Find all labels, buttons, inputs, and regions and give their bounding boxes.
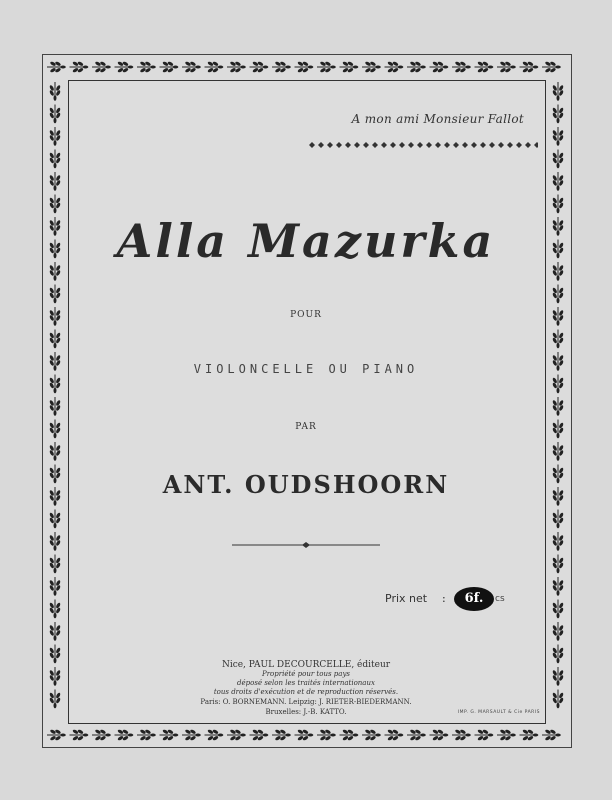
leaf-sprig-icon — [497, 61, 516, 73]
price-suffix: cs — [495, 594, 505, 604]
leaf-sprig-icon — [160, 61, 179, 73]
publisher-block — [0, 660, 612, 717]
leaf-sprig-icon — [49, 105, 61, 124]
publisher-rights-3: tous droits d'exécution et de reproduction réservés. — [213, 688, 399, 696]
leaf-sprig-icon — [49, 600, 61, 619]
leaf-sprig-icon — [552, 285, 564, 304]
pour-label: POUR — [290, 310, 322, 320]
leaf-sprig-icon — [92, 61, 111, 73]
leaf-sprig-icon — [385, 61, 404, 73]
leaf-sprig-icon — [49, 622, 61, 641]
leaf-sprig-icon — [47, 729, 66, 741]
leaf-sprig-icon — [552, 150, 564, 169]
leaf-sprig-icon — [49, 510, 61, 529]
par-label: PAR — [295, 422, 317, 432]
composer-name: ANT. OUDSHOORN — [162, 470, 450, 499]
leaf-sprig-icon — [552, 82, 564, 101]
leaf-sprig-icon — [552, 577, 564, 596]
instruments-label: VIOLONCELLE OU PIANO — [193, 362, 419, 376]
leaf-sprig-icon — [552, 375, 564, 394]
publisher-agents-2: Bruxelles: J.-B. KATTO. — [265, 708, 347, 716]
leaf-sprig-icon — [452, 61, 471, 73]
leaf-sprig-icon — [49, 330, 61, 349]
leaf-sprig-icon — [205, 61, 224, 73]
publisher-rights-1: Propriété pour tous pays — [262, 670, 350, 678]
printer-credit: IMP. G. MARSAULT & Cie PARIS — [457, 710, 540, 715]
leaf-sprig-icon — [430, 61, 449, 73]
leaf-sprig-icon — [49, 532, 61, 551]
leaf-sprig-icon — [49, 150, 61, 169]
leaf-sprig-icon — [552, 510, 564, 529]
leaf-sprig-icon — [49, 555, 61, 574]
leaf-sprig-icon — [542, 729, 561, 741]
leaf-sprig-icon — [47, 61, 66, 73]
leaf-sprig-icon — [49, 127, 61, 146]
leaf-sprig-icon — [70, 729, 89, 741]
leaf-sprig-icon — [475, 61, 494, 73]
leaf-sprig-icon — [340, 61, 359, 73]
leaf-sprig-icon — [552, 172, 564, 191]
leaf-sprig-icon — [520, 61, 539, 73]
leaf-sprig-icon — [362, 61, 381, 73]
leaf-sprig-icon — [552, 127, 564, 146]
leaf-sprig-icon — [475, 729, 494, 741]
leaf-sprig-icon — [115, 61, 134, 73]
price-label: Prix net — [385, 592, 428, 605]
price-colon: : — [442, 592, 446, 605]
ornament-rule-icon — [306, 140, 538, 150]
leaf-sprig-icon — [520, 729, 539, 741]
leaf-sprig-icon — [92, 729, 111, 741]
leaf-sprig-icon — [182, 61, 201, 73]
leaf-sprig-icon — [552, 622, 564, 641]
leaf-sprig-icon — [70, 61, 89, 73]
leaf-sprig-icon — [137, 61, 156, 73]
leaf-sprig-icon — [49, 195, 61, 214]
leaf-sprig-icon — [205, 729, 224, 741]
leaf-sprig-icon — [272, 61, 291, 73]
leaf-sprig-icon — [497, 729, 516, 741]
leaf-sprig-icon — [295, 729, 314, 741]
leaf-sprig-icon — [552, 330, 564, 349]
leaf-sprig-icon — [49, 82, 61, 101]
leaf-sprig-icon — [49, 172, 61, 191]
leaf-sprig-icon — [552, 397, 564, 416]
leaf-sprig-icon — [552, 600, 564, 619]
leaf-sprig-icon — [430, 729, 449, 741]
center-divider-icon — [230, 540, 382, 550]
leaf-sprig-icon — [227, 729, 246, 741]
leaf-sprig-icon — [552, 105, 564, 124]
page-title: Alla Mazurka — [116, 214, 496, 268]
leaf-sprig-icon — [385, 729, 404, 741]
dedication: A mon ami Monsieur Fallot — [351, 112, 524, 126]
leaf-sprig-icon — [552, 555, 564, 574]
leaf-sprig-icon — [250, 61, 269, 73]
leaf-sprig-icon — [227, 61, 246, 73]
publisher-agents-1: Paris: O. BORNEMANN. Leipzig: J. RIETER-BIEDERMANN. — [200, 698, 412, 706]
leaf-sprig-icon — [317, 61, 336, 73]
leaf-sprig-icon — [362, 729, 381, 741]
leaf-sprig-icon — [407, 729, 426, 741]
leaf-sprig-icon — [542, 61, 561, 73]
leaf-sprig-icon — [552, 195, 564, 214]
leaf-sprig-icon — [552, 442, 564, 461]
leaf-sprig-icon — [182, 729, 201, 741]
leaf-sprig-icon — [452, 729, 471, 741]
leaf-sprig-icon — [115, 729, 134, 741]
leaf-sprig-icon — [317, 729, 336, 741]
leaf-sprig-icon — [552, 532, 564, 551]
leaf-sprig-icon — [160, 729, 179, 741]
leaf-sprig-icon — [340, 729, 359, 741]
price-badge: 6f. — [454, 587, 494, 611]
publisher-rights-2: déposé selon les traités internationaux — [237, 679, 375, 687]
leaf-sprig-icon — [250, 729, 269, 741]
leaf-sprig-icon — [49, 375, 61, 394]
leaf-sprig-icon — [49, 285, 61, 304]
publisher-name: Nice, PAUL DECOURCELLE, éditeur — [221, 660, 391, 670]
leaf-sprig-icon — [49, 577, 61, 596]
leaf-sprig-icon — [295, 61, 314, 73]
leaf-sprig-icon — [137, 729, 156, 741]
leaf-sprig-icon — [407, 61, 426, 73]
leaf-sprig-icon — [49, 397, 61, 416]
leaf-sprig-icon — [49, 442, 61, 461]
leaf-sprig-icon — [272, 729, 291, 741]
